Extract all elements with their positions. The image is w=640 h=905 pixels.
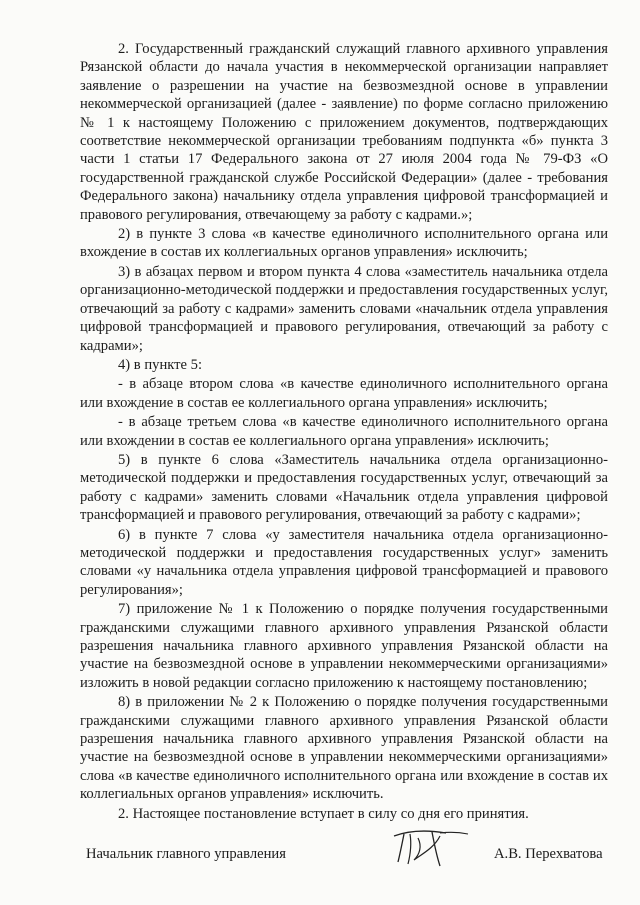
paragraph-amendment-4-b: - в абзаце третьем слова «в качестве единоличного исполнительного органа или вхождении в состав ее коллегиального органа управления» исключить;: [80, 414, 608, 449]
handwritten-signature: [388, 824, 488, 870]
paragraph-amendment-5: 5) в пункте 6 слова «Заместитель начальника отдела организационно-методической поддержки и предоставления государственных услуг, отвечающий за работу с кадрами» заменить словами «Начальник отдела управления цифровой трансформацией и правового регулирования, отвечающий за работу с кадрами»;: [80, 451, 608, 524]
paragraph-amendment-6: 6) в пункте 7 слова «у заместителя начальника отдела организационно-методической поддержки и предоставления государственных услуг» заменить словами «у начальника отдела управления цифровой трансформацией и правового регулирования»;: [80, 526, 608, 598]
paragraph-amendment-4-a: - в абзаце втором слова «в качестве единоличного исполнительного органа или вхождение в состав ее коллегиального органа управления» исключить;: [80, 376, 608, 411]
paragraph-amendment-3: 3) в абзацах первом и втором пункта 4 слова «заместитель начальника отдела организационно-методической поддержки и предоставления государственных услуг, отвечающий за работу с кадрами» заменить словами «начальник отдела управления цифровой трансформацией и правового регулирования, отвечающий за работу с кадрами»;: [80, 263, 608, 354]
paragraph-amendment-4: 4) в пункте 5:: [118, 356, 203, 373]
paragraph-amendment-7: 7) приложение № 1 к Положению о порядке получения государственными гражданскими служащими главного архивного управления Рязанской области разрешения начальника главного архивного управления Рязанской области на участие на безвозмездной основе в управлении некоммерческими организациями» изложить в новой редакции согласно приложению к настоящему постановлению;: [80, 601, 608, 691]
paragraph-item-2-requirement: 2. Государственный гражданский служащий главного архивного управления Рязанской области до начала участия в некоммерческой организации направляет заявление о разрешении на участие на безвозмездной основе в управлении некоммерческой организацией (далее - заявление) по форме согласно приложению № 1 к настоящему Положению с приложением документов, подтверждающих соответствие некоммерческой организации требованиям подпункта «б» пункта 3 части 1 статьи 17 Федерального закона от 27 июля 2004 года № 79-ФЗ «О государственной гражданской службе Российской Федерации» (далее - требования Федерального закона) начальнику отдела управления цифровой трансформацией и правового регулирования, отвечающему за работу с кадрами.»;: [80, 41, 608, 223]
signatory-name: А.В. Перехватова: [494, 846, 603, 862]
paragraph-amendment-2: 2) в пункте 3 слова «в качестве единоличного исполнительного органа или вхождение в состав их коллегиальных органов управления» исключить;: [80, 226, 608, 261]
paragraph-amendment-8: 8) в приложении № 2 к Положению о порядке получения государственными гражданскими служащими главного архивного управления Рязанской области разрешения начальника главного архивного управления Рязанской области на участие на безвозмездной основе в управлении некоммерческими организациями» слова «в качестве единоличного исполнительного органа или вхождение в состав их коллегиальных органов управления» исключить.: [80, 694, 608, 803]
paragraph-effective-date: 2. Настоящее постановление вступает в силу со дня его принятия.: [118, 805, 529, 822]
document-body: [80, 40, 608, 824]
signatory-position: Начальник главного управления: [86, 846, 286, 862]
